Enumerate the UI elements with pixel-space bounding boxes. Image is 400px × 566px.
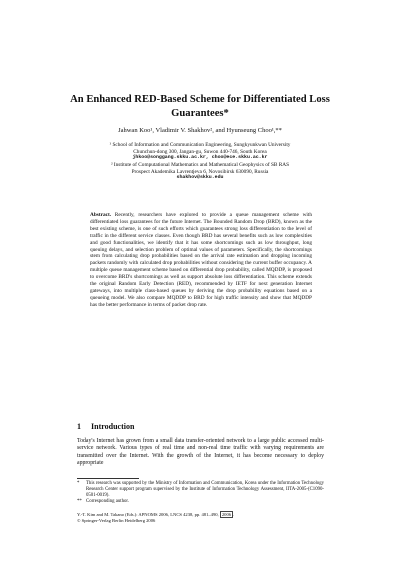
footnote-mark: **: [77, 499, 82, 505]
copyright-line: © Springer-Verlag Berlin Heidelberg 2006: [77, 518, 156, 523]
affiliation-1: [60, 142, 340, 162]
footnote-text: Corresponding author.: [86, 499, 129, 505]
section-number: 1: [77, 422, 81, 431]
abstract-label: Abstract.: [90, 212, 112, 218]
affiliation-2-email: shakhov@skku.edu: [176, 175, 224, 181]
section-heading: [77, 422, 134, 431]
footnote-text: This research was supported by the Ministry of Information and Communication, Korea under the Information Technology Research Center support program supervised by the Institute of Information Technology Assessment, IITA-2005-(C1090-0501-0019).: [86, 481, 324, 499]
affiliation-2-line-1: ² Institute of Computational Mathematics and Mathematical Geophysics of SB RAS: [110, 162, 290, 169]
affiliation-1-line-1: ¹ School of Information and Communication Engineering, Sungkyunkwan University: [109, 142, 291, 148]
footnote: [77, 499, 324, 505]
abstract-text: Recently, researchers have explored to provide a queue management scheme with differentiated loss guarantees for the future Internet. The Bounded Random Drop (BRD), known as the best existing scheme, is one of such efforts which guarantees strong loss differentiation to the level of traffic in the different service classes. Even though BRD has several benefits such as low complexities and good functionalities, we identify that it has some shortcomings such as low throughput, long queuing delays, and selection problem of optimal values of parameters. Specifically, the shortcomings stem from calculating drop probabilities based on the arrival rate estimation and dropping incoming packets randomly with calculated drop probabilities without considering the current buffer occupancy. A multiple queue management scheme based on differential drop probability, called MQDDP, is proposed to overcome BRD's shortcomings as well as support absolute loss differentiation. This scheme extends the original Random Early Detection (RED), recommended by IETF for next generation Internet gateways, into multiple class-based queues by deriving the drop probability equations based on a queueing model. We also compare MQDDP to BRD for high traffic intensity and show that MQDDP has the better performance in terms of packet drop rate.: [90, 212, 313, 308]
footnote: [77, 481, 324, 499]
affiliations: [60, 142, 340, 182]
author-list: Jahwan Koo¹, Vladimir V. Shakhov², and Hyunseung Choo¹,**: [118, 127, 282, 134]
citation-suffix: .: [233, 512, 235, 517]
footnote-mark: *: [77, 481, 80, 486]
abstract: [90, 212, 312, 309]
footnote-rule: [77, 478, 139, 479]
footnotes: [77, 481, 324, 505]
citation-year: 2006: [221, 512, 232, 517]
publication-footer: [77, 512, 324, 524]
paper-title: An Enhanced RED-Based Scheme for Differentiated Loss Guarantees*: [70, 94, 330, 119]
affiliation-1-line-2: Chunchun-dong 300, Jangan-gu, Suwon 440-746, South Korea: [133, 148, 267, 155]
intro-paragraph: Today's Internet has grown from a small data transfer-oriented network to a large public accessed multi-service network. Various types of real time and non-real time traffic with varying requirements are transmitted over the Internet. With the growth of the Internet, it has become necessary to deploy appropriate: [77, 438, 324, 466]
affiliation-2-line-2: Prospect Akademika Lavrentjeva 6, Novosibirsk 630090, Russia: [131, 168, 269, 175]
affiliation-2: [60, 162, 340, 182]
section-title: Introduction: [91, 422, 135, 431]
affiliation-1-email: jhkoo@songgang.skku.ac.kr, choo@ece.skku.ac.kr: [132, 155, 268, 161]
citation-prefix: Y.-T. Kim and M. Takano (Eds.): APNOMS 2006, LNCS 4238, pp. 481–490,: [77, 512, 220, 517]
